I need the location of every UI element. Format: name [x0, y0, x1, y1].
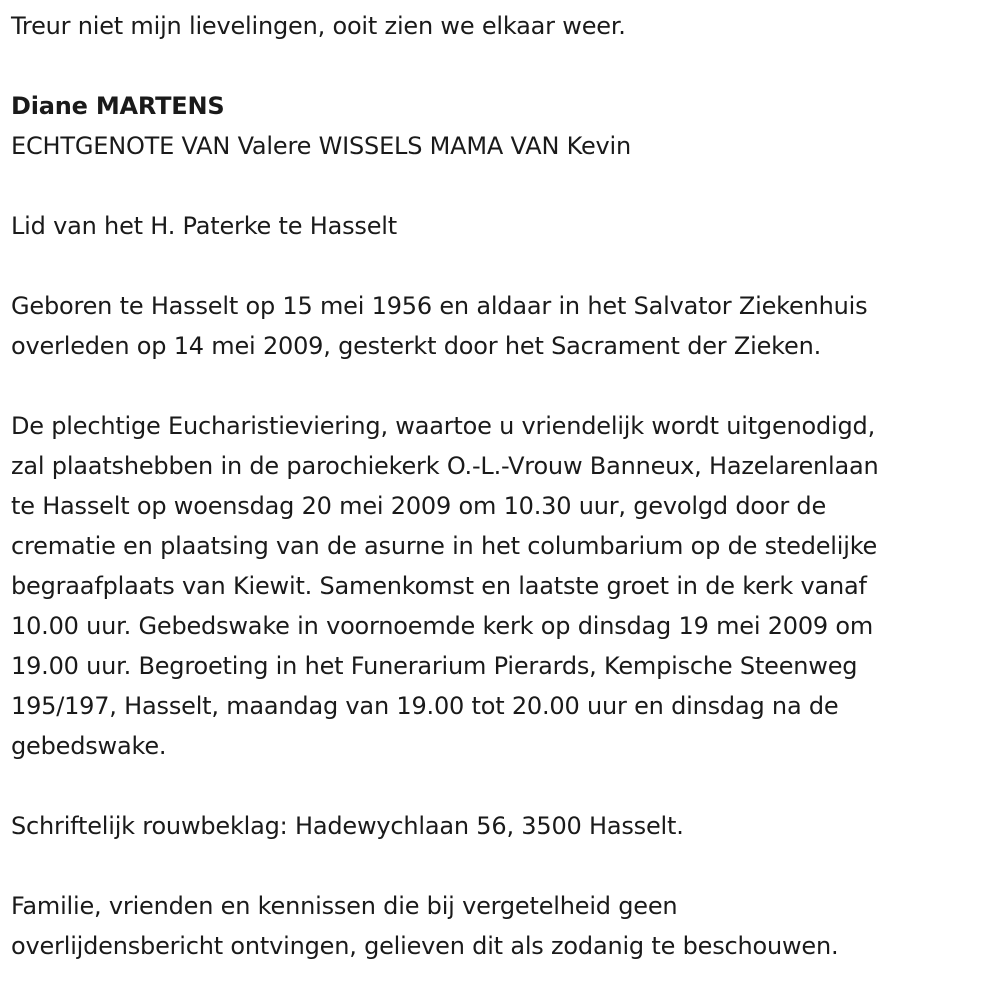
- ceremony-line: gebedswake.: [11, 732, 167, 760]
- family-relations: ECHTGENOTE VAN Valere WISSELS MAMA VAN Kevin: [11, 132, 632, 160]
- condolence-address: Schriftelijk rouwbeklag: Hadewychlaan 56, 3500 Hasselt.: [11, 812, 684, 840]
- spacer: [11, 46, 996, 86]
- membership-line: Lid van het H. Paterke te Hasselt: [11, 212, 397, 240]
- ceremony-line: zal plaatshebben in de parochiekerk O.-L.-Vrouw Banneux, Hazelarenlaan: [11, 452, 879, 480]
- closing-paragraph: [11, 886, 996, 966]
- closing-line: Familie, vrienden en kennissen die bij vergetelheid geen: [11, 892, 678, 920]
- spacer: [11, 166, 996, 206]
- ceremony-line: 10.00 uur. Gebedswake in voornoemde kerk op dinsdag 19 mei 2009 om: [11, 612, 874, 640]
- obituary-document: [11, 6, 996, 966]
- motto: Treur niet mijn lievelingen, ooit zien we elkaar weer.: [11, 12, 626, 40]
- spacer: [11, 766, 996, 806]
- birth-death-line: Geboren te Hasselt op 15 mei 1956 en aldaar in het Salvator Ziekenhuis: [11, 292, 868, 320]
- spacer: [11, 366, 996, 406]
- ceremony-line: 195/197, Hasselt, maandag van 19.00 tot 20.00 uur en dinsdag na de: [11, 692, 839, 720]
- ceremony-line: De plechtige Eucharistieviering, waartoe u vriendelijk wordt uitgenodigd,: [11, 412, 876, 440]
- ceremony-paragraph: [11, 406, 996, 766]
- birth-death-paragraph: [11, 286, 996, 366]
- ceremony-line: crematie en plaatsing van de asurne in het columbarium op de stedelijke: [11, 532, 878, 560]
- closing-line: overlijdensbericht ontvingen, gelieven dit als zodanig te beschouwen.: [11, 932, 839, 960]
- ceremony-line: begraafplaats van Kiewit. Samenkomst en laatste groet in de kerk vanaf: [11, 572, 867, 600]
- spacer: [11, 246, 996, 286]
- ceremony-line: 19.00 uur. Begroeting in het Funerarium Pierards, Kempische Steenweg: [11, 652, 858, 680]
- birth-death-line: overleden op 14 mei 2009, gesterkt door het Sacrament der Zieken.: [11, 332, 822, 360]
- ceremony-line: te Hasselt op woensdag 20 mei 2009 om 10.30 uur, gevolgd door de: [11, 492, 827, 520]
- deceased-name: Diane MARTENS: [11, 92, 225, 120]
- spacer: [11, 846, 996, 886]
